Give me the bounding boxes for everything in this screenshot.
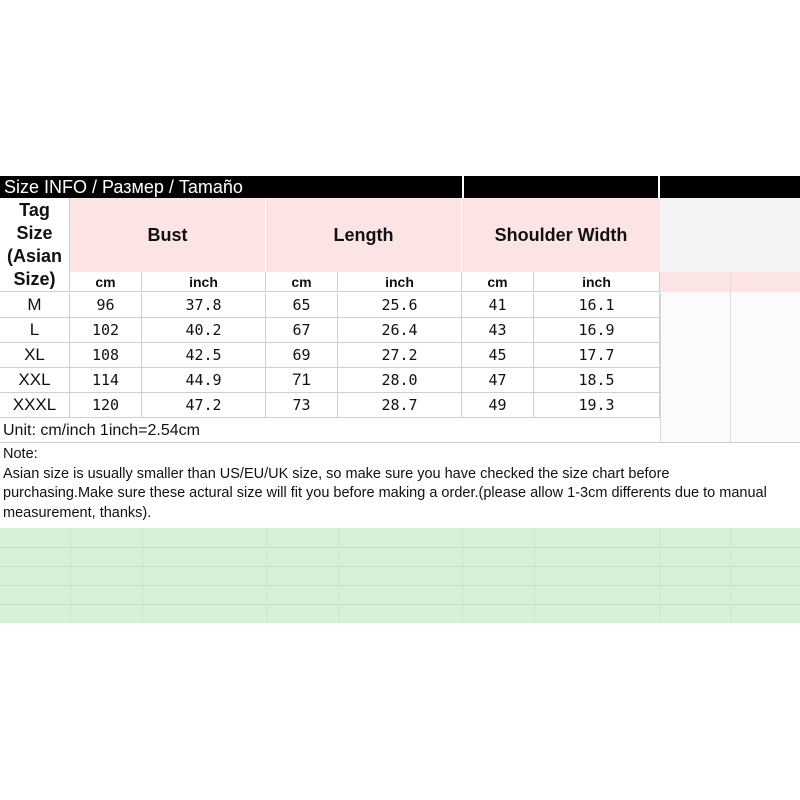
shoulder-cm-cell: 45 xyxy=(462,343,534,368)
tag-size-line: (Asian xyxy=(6,245,62,266)
length-cm-cell: 73 xyxy=(266,393,338,418)
shoulder-inch-cell: 18.5 xyxy=(534,368,660,393)
tag-size-line: Tag xyxy=(19,199,50,220)
length-cm-cell: 65 xyxy=(266,293,338,318)
unit-header: inch xyxy=(338,272,462,292)
grid-line xyxy=(0,566,800,567)
grid-line xyxy=(338,528,339,623)
unit-note: Unit: cm/inch 1inch=2.54cm xyxy=(3,422,200,439)
bust-inch-cell: 44.9 xyxy=(142,368,266,393)
grid-line xyxy=(266,528,267,623)
bust-cm-cell: 120 xyxy=(70,393,142,418)
unit-header: cm xyxy=(266,272,338,292)
unit-note-border xyxy=(0,442,800,443)
header-divider xyxy=(658,176,660,198)
header-divider xyxy=(462,176,464,198)
side-column-header xyxy=(660,198,800,272)
length-inch-cell: 27.2 xyxy=(338,343,462,368)
size-label: XXXL xyxy=(0,393,70,418)
grid-line xyxy=(730,528,731,623)
bust-inch-cell: 42.5 xyxy=(142,343,266,368)
grid-line xyxy=(660,528,661,623)
length-inch-cell: 28.7 xyxy=(338,393,462,418)
bust-header: Bust xyxy=(70,198,266,272)
note-block xyxy=(0,445,780,527)
shoulder-inch-cell: 16.1 xyxy=(534,293,660,318)
bust-inch-cell: 47.2 xyxy=(142,393,266,418)
note-text: Asian size is usually smaller than US/EU/UK size, so make sure you have checked the size chart before purchasing.Make sure these actural size will fit you before making a order.(please allow 1-3cm differents due to manual measurement, thanks). xyxy=(3,465,767,521)
size-label: L xyxy=(0,318,70,343)
note-label: Note: xyxy=(3,446,38,462)
unit-header: cm xyxy=(70,272,142,292)
length-cm-cell: 71 xyxy=(266,368,338,393)
length-cm-cell: 67 xyxy=(266,318,338,343)
bust-inch-cell: 37.8 xyxy=(142,293,266,318)
bust-inch-cell: 40.2 xyxy=(142,318,266,343)
shoulder-inch-cell: 17.7 xyxy=(534,343,660,368)
grid-line xyxy=(0,547,800,548)
length-cm-cell: 69 xyxy=(266,343,338,368)
length-inch-cell: 25.6 xyxy=(338,293,462,318)
bust-cm-cell: 96 xyxy=(70,293,142,318)
bust-cm-cell: 102 xyxy=(70,318,142,343)
grid-line xyxy=(142,528,143,623)
shoulder-cm-cell: 47 xyxy=(462,368,534,393)
bust-cm-cell: 108 xyxy=(70,343,142,368)
length-header: Length xyxy=(266,198,462,272)
tag-size-line: Size) xyxy=(13,268,56,289)
bust-cm-cell: 114 xyxy=(70,368,142,393)
unit-header: inch xyxy=(534,272,660,292)
size-label: XXL xyxy=(0,368,70,393)
size-info-title: Size INFO / Размер / Tamaño xyxy=(0,176,800,198)
shoulder-cm-cell: 49 xyxy=(462,393,534,418)
grid-line xyxy=(70,528,71,623)
unit-header: cm xyxy=(462,272,534,292)
shoulder-inch-cell: 19.3 xyxy=(534,393,660,418)
shoulder-cm-cell: 43 xyxy=(462,318,534,343)
length-inch-cell: 28.0 xyxy=(338,368,462,393)
shoulder-inch-cell: 16.9 xyxy=(534,318,660,343)
side-column-divider xyxy=(730,272,731,442)
size-label: XL xyxy=(0,343,70,368)
size-label: M xyxy=(0,293,70,318)
grid-line xyxy=(0,604,800,605)
tag-size-line: Size xyxy=(16,222,53,243)
unit-header: inch xyxy=(142,272,266,292)
shoulder-cm-cell: 41 xyxy=(462,293,534,318)
grid-line xyxy=(0,585,800,586)
grid-line xyxy=(534,528,535,623)
tag-size-header xyxy=(0,198,70,292)
shoulder-width-header: Shoulder Width xyxy=(494,224,628,245)
length-inch-cell: 26.4 xyxy=(338,318,462,343)
empty-grid-area xyxy=(0,528,800,623)
grid-line xyxy=(462,528,463,623)
